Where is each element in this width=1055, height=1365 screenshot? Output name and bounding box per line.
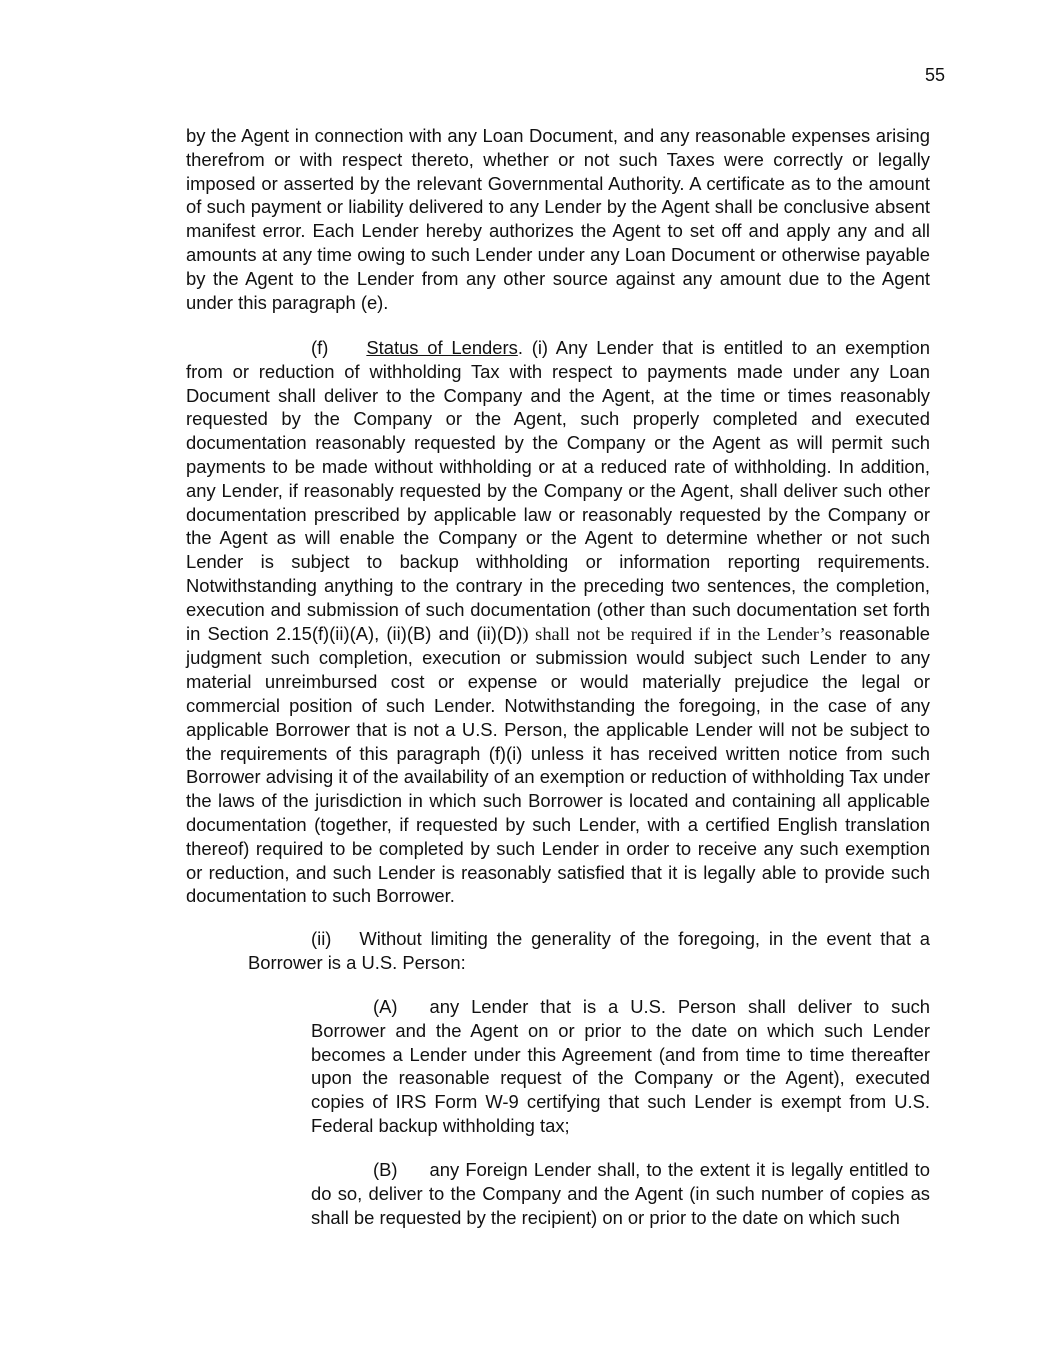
page-number: 55 <box>924 65 945 85</box>
paragraph-f-ii <box>248 927 930 975</box>
clause-label-b: (B) <box>373 1159 398 1180</box>
paragraph-f-ii-b <box>311 1158 930 1229</box>
paragraph-text-part-b: reasonable judgment such completion, execution or submission would subject such Lender to any material unreimbursed cost or expense or would materially prejudice the legal or commercial position of such Lender. Notwithstanding the foregoing, in the case of any applicable Borrower that is not a U.S. Person, the applicable Lender will not be subject to the requirements of this paragraph (f)(i) unless it has received written notice from such Borrower advising it of the availability of an exemption or reduction of withholding Tax under the laws of the jurisdiction in which such Borrower is located and containing all applicable documentation (together, if requested by such Lender, with a certified English translation thereof) required to be completed by such Lender in order to receive any such exemption or reduction, and such Lender is reasonably satisfied that it is legally able to provide such documentation to such Borrower. <box>186 622 931 907</box>
paragraph-text: by the Agent in connection with any Loan Document, and any reasonable expenses arising therefrom or with respect thereto, whether or not such Taxes were correctly or legally imposed or asserted by the relevant Governmental Authority. A certificate as to the amount of such payment or liability delivered to any Lender by the Agent shall be conclusive absent manifest error. Each Lender hereby authorizes the Agent to set off and apply any and all amounts at any time owing to such Lender under any Loan Document or otherwise payable by the Agent to the Lender from any other source against any amount due to the Agent under this paragraph (e). <box>186 125 930 313</box>
clause-label-a: (A) <box>373 996 398 1017</box>
paragraph-text-part-a: (i) Any Lender that is entitled to an exemption from or reduction of withholding Tax with respect to payments made under any Loan Document shall deliver to the Company and the Agent, at the time or times reasonably requested by the Company or the Agent, such properly completed and executed documentation reasonably requested by the Company or the Agent as will permit such payments to be made without withholding or at a reduced rate of withholding. In addition, any Lender, if reasonably requested by the Company or the Agent, shall deliver such other documentation prescribed by applicable law or reasonably requested by the Company or the Agent as will enable the Company or the Agent to determine whether or not such Lender is subject to backup withholding or information reporting requirements. Notwithstanding anything to the contrary in the preceding two sentences, the completion, execution and submission of such documentation (other than such documentation set forth in Section 2.15(f)(ii)(A), (ii)(B) and (ii)(D) <box>186 337 930 644</box>
clause-label-ii: (ii) <box>311 928 332 949</box>
heading-punctuation: . <box>517 337 523 358</box>
clause-label-f: (f) <box>311 337 329 358</box>
paragraph-text: any Lender that is a U.S. Person shall deliver to such Borrower and the Agent on or prior to the date on which such Lender becomes a Lender under this Agreement (and from time to time thereafter upon the reasonable request of the Company or the Agent), executed copies of IRS Form W-9 certifying that such Lender is exempt from U.S. Federal backup withholding tax; <box>311 996 930 1136</box>
section-heading-status-of-lenders: Status of Lenders <box>366 337 518 358</box>
paragraph-f-ii-a <box>311 995 930 1138</box>
paragraph-text-serif-run: ) shall not be required if in the Lender’s <box>522 623 832 644</box>
paragraph-f-status-of-lenders <box>186 336 930 908</box>
paragraph-e-continuation <box>186 124 930 314</box>
paragraph-text: any Foreign Lender shall, to the extent it is legally entitled to do so, deliver to the Company and the Agent (in such number of copies as shall be requested by the recipient) on or prior to the date on which such <box>311 1159 930 1228</box>
paragraph-text: Without limiting the generality of the foregoing, in the event that a Borrower is a U.S. Person: <box>248 928 930 973</box>
